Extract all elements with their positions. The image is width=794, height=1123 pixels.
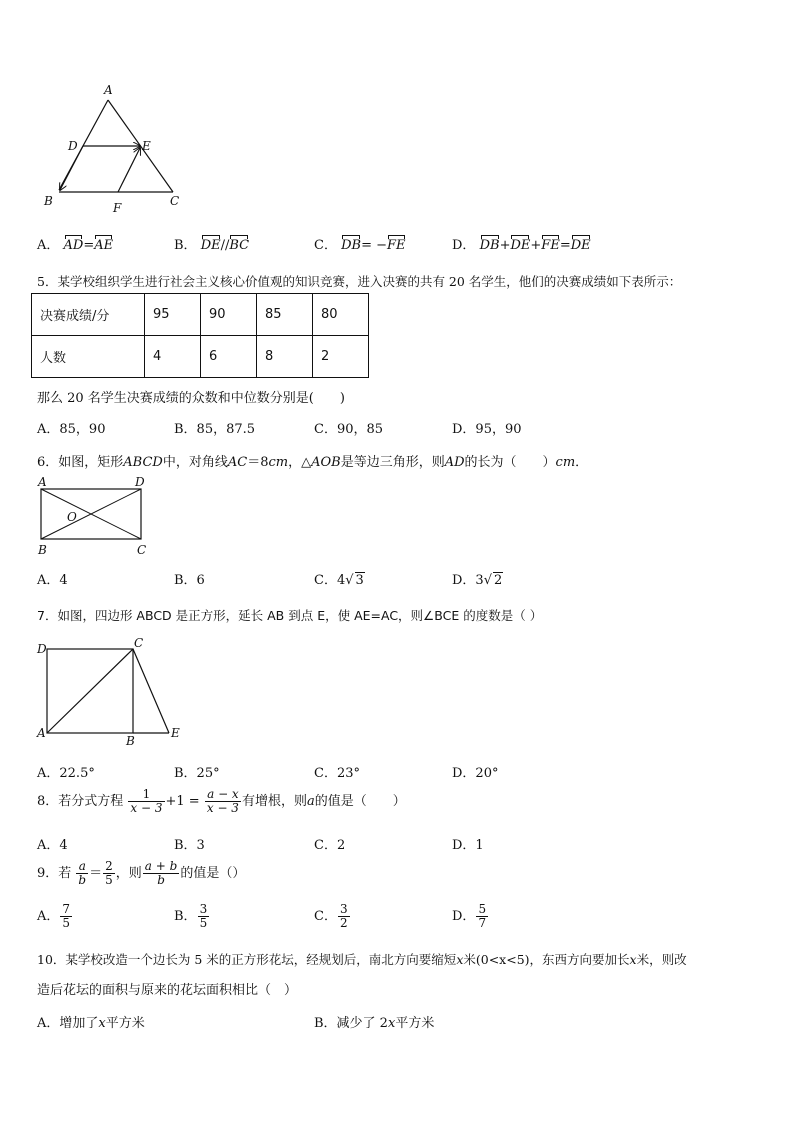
table-cell: 80 — [313, 294, 369, 336]
q9-fraction-1: $\frac{a}{b}$ — [78, 859, 87, 887]
q7-option-b[interactable]: B．25° — [174, 766, 220, 781]
q4-option-b[interactable]: B． DE//BC — [174, 238, 250, 253]
q4-label-a: A — [104, 83, 113, 97]
table-cell: 6 — [201, 336, 257, 378]
q5-stem: 5．某学校组织学生进行社会主义核心价值观的知识竞赛，进入决赛的共有 20 名学生，他们的决赛成绩如下表所示： — [37, 274, 682, 289]
q6-label-c: C — [137, 543, 147, 557]
q4-label-e: E — [142, 139, 151, 153]
sqrt-icon: √ — [483, 573, 492, 588]
table-cell: 决赛成绩/分 — [32, 294, 145, 336]
q5-score-table — [31, 293, 369, 378]
q6-option-d[interactable]: D．3√ 2 — [452, 573, 503, 588]
q7-option-c[interactable]: C．23° — [314, 766, 360, 781]
q4-figure — [40, 82, 190, 214]
q4-opt-d-vec2: DE — [510, 238, 531, 253]
q10-option-a[interactable]: A．增加了x平方米 — [37, 1016, 145, 1031]
q4-opt-d-vec3: FE — [541, 238, 560, 253]
q8-stem: 8．若分式方程 $\frac{1}{x - 3}$ +1 = $\frac{a - x}{x - 3}$ 有增根，则a的值是（ ） — [37, 787, 406, 815]
q7-label-e: E — [171, 726, 180, 740]
q4-label-b: B — [44, 194, 53, 208]
q7-option-d[interactable]: D．20° — [452, 766, 499, 781]
q6-option-c[interactable]: C．4√ 3 — [314, 573, 364, 588]
table-cell: 2 — [313, 336, 369, 378]
q9-stem: 9．若 $\frac{a}{b}$ ＝ $\frac{2}{5}$ ，则 $\frac{a + b}{b}$ 的值是（） — [37, 859, 246, 887]
q6-figure — [34, 474, 154, 558]
q5-option-a[interactable]: A．85，90 — [37, 422, 106, 437]
q8-option-a[interactable]: A．4 — [37, 838, 68, 853]
q6-label-a: A — [38, 475, 47, 489]
q4-opt-c-vec1: DB — [341, 238, 362, 253]
table-row — [32, 336, 369, 378]
q4-opt-a-vec2: AE — [94, 238, 114, 253]
q6-option-a[interactable]: A．4 — [37, 573, 68, 588]
q5-question: 那么 20 名学生决赛成绩的众数和中位数分别是( ) — [37, 391, 345, 406]
q8-fraction-2: $\frac{a - x}{x - 3}$ — [206, 787, 239, 815]
q4-opt-b-vec2: BC — [229, 238, 250, 253]
q7-option-a[interactable]: A．22.5° — [37, 766, 95, 781]
q6-label-o: O — [67, 510, 77, 524]
q4-opt-c-vec2: FE — [387, 238, 406, 253]
q6-option-b[interactable]: B．6 — [174, 573, 205, 588]
q7-label-d: D — [37, 642, 47, 656]
q4-opt-d-vec4: DE — [570, 238, 591, 253]
q10-stem-line1: 10．某学校改造一个边长为 5 米的正方形花坛，经规划后，南北方向要缩短x米(0<x<5)，东西方向要加长x米，则改 — [37, 952, 687, 967]
table-cell: 85 — [257, 294, 313, 336]
table-cell: 人数 — [32, 336, 145, 378]
q9-option-d[interactable]: D． $\frac{5}{7}$ — [452, 902, 487, 930]
q7-label-a: A — [37, 726, 46, 740]
q7-label-c: C — [134, 636, 144, 650]
q7-label-b: B — [126, 734, 135, 746]
q10-option-b[interactable]: B．减少了 2x平方米 — [314, 1016, 435, 1031]
q5-option-d[interactable]: D．95，90 — [452, 422, 522, 437]
table-cell: 90 — [201, 294, 257, 336]
q8-option-c[interactable]: C．2 — [314, 838, 346, 853]
q4-label-f: F — [113, 201, 122, 214]
q9-option-a[interactable]: A． $\frac{7}{5}$ — [37, 902, 71, 930]
table-row — [32, 294, 369, 336]
q6-stem: 6．如图，矩形ABCD中，对角线AC＝8cm，△AOB是等边三角形，则AD的长为（ ）cm． — [37, 455, 589, 470]
q8-fraction-1: $\frac{1}{x - 3}$ — [130, 787, 163, 815]
q4-opt-a-vec1: AD — [63, 238, 84, 253]
q4-label-d: D — [68, 139, 78, 153]
q4-option-a[interactable]: A． AD=AE — [37, 238, 114, 253]
q5-option-c[interactable]: C．90，85 — [314, 422, 384, 437]
q7-figure — [34, 634, 186, 746]
q9-option-c[interactable]: C． $\frac{3}{2}$ — [314, 902, 348, 930]
table-cell: 4 — [145, 336, 201, 378]
table-cell: 95 — [145, 294, 201, 336]
q9-fraction-3: $\frac{a + b}{b}$ — [144, 859, 178, 887]
sqrt-icon: √ — [345, 573, 354, 588]
q6-label-d: D — [135, 475, 145, 489]
q8-option-b[interactable]: B．3 — [174, 838, 205, 853]
q9-option-b[interactable]: B． $\frac{3}{5}$ — [174, 902, 208, 930]
q7-stem: 7．如图，四边形 ABCD 是正方形，延长 AB 到点 E，使 AE=AC，则∠BCE 的度数是（ ） — [37, 608, 543, 623]
q4-label-c: C — [170, 194, 180, 208]
q6-label-b: B — [38, 543, 47, 557]
q4-opt-d-vec1: DB — [479, 238, 500, 253]
q4-opt-b-vec1: DE — [200, 238, 221, 253]
q9-fraction-2: $\frac{2}{5}$ — [105, 859, 113, 887]
q4-option-d[interactable]: D． DB+DE+FE=DE — [452, 238, 591, 253]
q10-stem-line2: 造后花坛的面积与原来的花坛面积相比（ ） — [37, 983, 298, 998]
table-cell: 8 — [257, 336, 313, 378]
q5-option-b[interactable]: B．85，87.5 — [174, 422, 256, 437]
q4-option-c[interactable]: C． DB= −FE — [314, 238, 406, 253]
q8-option-d[interactable]: D．1 — [452, 838, 484, 853]
